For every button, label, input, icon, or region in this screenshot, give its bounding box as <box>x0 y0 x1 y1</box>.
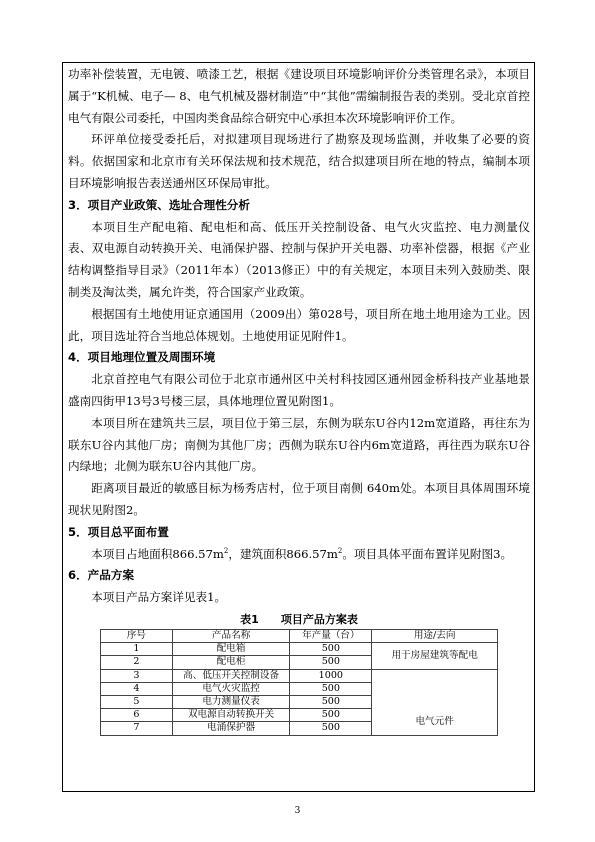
cell-product: 双电源自动转换开关 <box>172 709 290 722</box>
section-6-heading: 6．产品方案 <box>68 568 135 583</box>
cell-output: 500 <box>290 656 372 669</box>
product-table <box>100 629 498 736</box>
table-row <box>101 669 498 682</box>
section-4-heading: 4．项目地理位置及周围环境 <box>68 350 216 365</box>
cell-product: 配电柜 <box>172 656 290 669</box>
header-use: 用途/去向 <box>372 629 498 642</box>
cell-product: 配电箱 <box>172 643 290 656</box>
section-5-paragraph: 本项目占地面积$866.57m^2$，建筑面积$866.57m^2$。项目具体平面布置详见附图3。 <box>91 546 513 561</box>
section-5-heading: 5．项目总平面布置 <box>68 524 169 539</box>
cell-index: 2 <box>101 656 173 669</box>
header-index: 序号 <box>101 629 173 642</box>
section-4-paragraph-2: 本项目所在建筑共三层，项目位于第三层，东侧为联东U谷内12m宽道路，再往东为联东U谷内其他厂房；南侧为其他厂房；西侧为联东U谷内6m宽道路，再往西为联东U谷内绿地；北侧为联东U谷内其他厂房。 <box>68 415 530 474</box>
cell-index: 4 <box>101 682 173 695</box>
cell-output: 500 <box>290 722 372 735</box>
page-number: 3 <box>294 806 301 816</box>
cell-output: 1000 <box>290 669 372 682</box>
cell-product: 电力测量仪表 <box>172 695 290 708</box>
section-3-paragraph-2: 根据国有土地使用证京通国用（2009出）第028号，项目所在地土地用途为工业。因此，项目选址符合当地总体规划。土地使用证见附件1。 <box>68 306 530 343</box>
section-3-paragraph-1: 本项目生产配电箱、配电柜和高、低压开关控制设备、电气火灾监控、电力测量仪表、双电源自动转换开关、电涌保护器、控制与保护开关电器、功率补偿器，根据《产业结构调整指导目录》（2011年本）（2013修正）中的有关规定，本项目未列入鼓励类、限制类及淘汰类，属允许类，符合国家产业政策。 <box>68 219 530 299</box>
cell-product: 高、低压开关控制设备 <box>172 669 290 682</box>
cell-index: 7 <box>101 722 173 735</box>
header-annual-output: 年产量（台） <box>290 629 372 642</box>
paragraph-intro-cont: 功率补偿装置，无电镀、喷漆工艺，根据《建设项目环境影响评价分类管理名录》，本项目属于“K机械、电子— 8、电气机械及器材制造”中“其他”需编制报告表的类别。受北京首控电气有限公司委托，中国肉类食品综合研究中心承担本次环境影响评价工作。 <box>68 67 530 125</box>
cell-output: 500 <box>290 682 372 695</box>
table-title: 表1 项目产品方案表 <box>240 612 358 626</box>
section-3-heading: 3．项目产业政策、选址合理性分析 <box>68 197 250 212</box>
cell-product: 电气火灾监控 <box>172 682 290 695</box>
section-4-paragraph-3: 距离项目最近的敏感目标为杨秀店村，位于项目南侧 640m处。本项目具体周围环境现状见附图2。 <box>68 481 530 517</box>
section-6-paragraph: 本项目产品方案详见表1。 <box>91 590 227 605</box>
table-row <box>101 643 498 656</box>
paragraph-eia-process: 环评单位接受委托后，对拟建项目现场进行了勘察及现场监测，并收集了必要的资料。依据国家和北京市有关环保法规和技术规范，结合拟建项目所在地的特点，编制本项目环境影响报告表送通州区环保局审批。 <box>68 132 530 190</box>
cell-index: 5 <box>101 695 173 708</box>
cell-output: 500 <box>290 695 372 708</box>
document-body <box>68 64 530 736</box>
cell-use-group-1: 用于房屋建筑等配电 <box>372 643 498 669</box>
cell-output: 500 <box>290 709 372 722</box>
cell-index: 1 <box>101 643 173 656</box>
cell-output: 500 <box>290 643 372 656</box>
cell-use-group-2: 电气元件 <box>372 669 498 735</box>
cell-index: 6 <box>101 709 173 722</box>
header-product-name: 产品名称 <box>172 629 290 642</box>
section-4-paragraph-1: 北京首控电气有限公司位于北京市通州区中关村科技园区通州园金桥科技产业基地景盛南四街甲13号3号楼三层，具体地理位置见附图1。 <box>68 372 530 408</box>
table-header-row <box>101 629 498 642</box>
cell-index: 3 <box>101 669 173 682</box>
cell-product: 电涌保护器 <box>172 722 290 735</box>
